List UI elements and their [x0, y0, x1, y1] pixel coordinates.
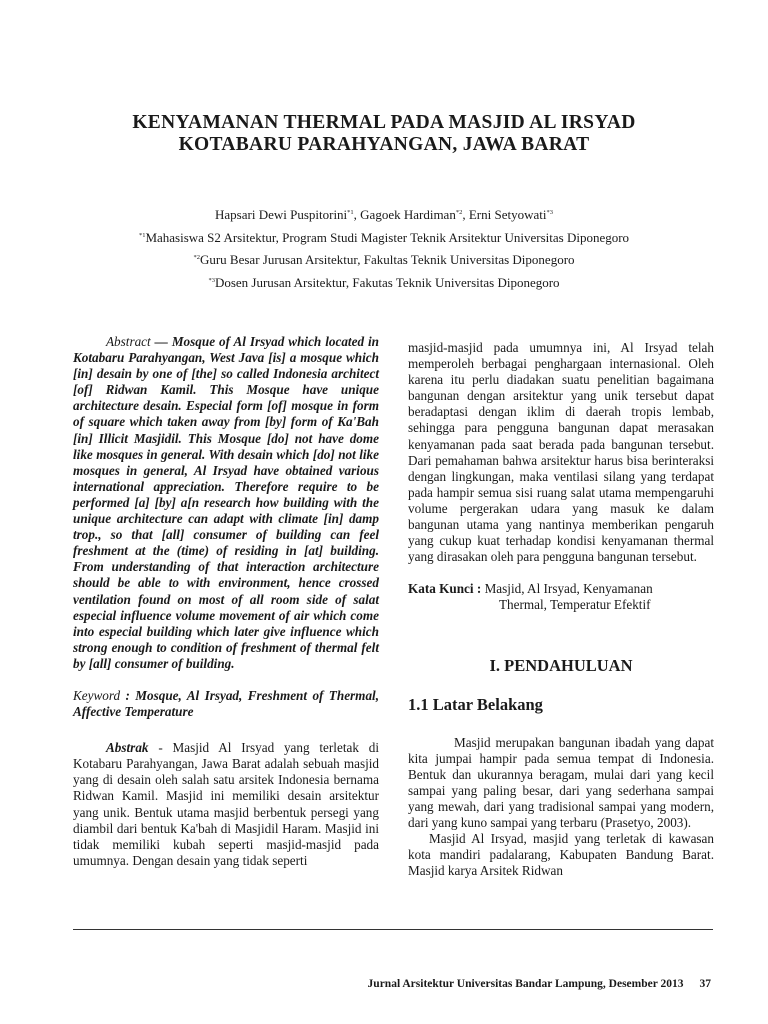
title-line-2: KOTABARU PARAHYANGAN, JAWA BARAT	[178, 134, 590, 155]
affiliation-2: $^{*2}$Guru Besar Jurusan Arsitektur, Fakultas Teknik Universitas Diponegoro	[193, 252, 575, 267]
abstract-text: — Mosque of Al Irsyad which located in Kotabaru Parahyangan, West Java [is] a mosque which [in] desain by one of [the] so called Indonesia architect [of] Ridwan Kamil. This Mosque have unique architecture desain. Especial form [of] mosque in form of square which taken away from [by] form of Ka'Bah [in] Illicit Masjidil. This Mosque [do] not have dome like mosques in general. With desain which [do] not like mosques in general, Al Irsyad have obtained various international appreciation. Therefore require to be performed [a] [by] a[n research how building with the unique architecture can adapt with climate [in] damp trop., so that [all] consumer of building can feel freshment at the (time) of residing in [at] building. From understanding of that interaction architecture should be able to with environment, hence crossed ventilation found on most of all room side of salat especial influence volume movement of air which come into especial building which later give influence which strong enough to condition of freshment of thermal felt by [all] consumer of building.	[73, 334, 379, 671]
intro-paragraph-2: Masjid Al Irsyad, masjid yang terletak di kawasan kota mandiri padalarang, Kabupaten Bandung Barat. Masjid karya Arsitek Ridwan	[408, 831, 714, 879]
author-line	[60, 204, 708, 227]
abstract-english: Abstract — Mosque of Al Irsyad which located in Kotabaru Parahyangan, West Java [is] a mosque which [in] desain by one of [the] so called Indonesia architect [of] Ridwan Kamil. This Mosque have unique architecture desain. Especial form [of] mosque in form of square which taken away from [by] form of Ka'Bah [in] Illicit Masjidil. This Mosque [do] not have dome like mosques in general. With desain which [do] not like mosques in general, Al Irsyad have obtained various international appreciation. Therefore require to be performed [a] [by] a[n research how building with the unique architecture can adapt with climate [in] damp trop., so that [all] consumer of building can feel freshment at the (time) of residing in [at] building. From understanding of that interaction architecture should be able to with environment, hence crossed ventilation found on most of all room side of salat especial influence volume movement of air which come into especial building which later give influence which strong enough to condition of freshment of thermal felt by [all] consumer of building.	[73, 334, 379, 671]
abstract-indonesian-continued: masjid-masjid pada umumnya ini, Al Irsyad telah memperoleh berbagai penghargaan internasional. Oleh karena itu perlu diadakan suatu penelitian bagaimana bangunan dengan arsitektur yang unik tersebut dapat beradaptasi dengan iklim di daerah tropis lembab, sehingga para pengguna bangunan dapat merasakan kenyamanan pada saat berada pada bangunan tersebut. Dari pemahaman bahwa arsitektur harus bisa berinteraksi dengan lingkungan, maka ventilasi silang yang terdapat pada hampir semua sisi ruang salat utama mempengaruhi volume pergerakan udara yang masuk ke dalam bangunan utama yang nantinya memberikan pengaruh yang cukup kuat terhadap kondisi kenyamanan thermal yang dirasakan oleh para pengguna bangunan tersebut.	[408, 340, 714, 565]
footer-rule	[73, 929, 713, 930]
keywords-indonesian: Kata Kunci : Masjid, Al Irsyad, Kenyamanan Thermal, Temperatur Efektif	[408, 581, 653, 613]
affiliation-3: $^{*3}$Dosen Jurusan Arsitektur, Fakutas Teknik Universitas Diponegoro	[208, 274, 560, 290]
intro-paragraph-1: Masjid merupakan bangunan ibadah yang dapat kita jumpai hampir pada semua tempat di Indonesia. Bentuk dan ukurannya beragam, mulai dari yang kecil sampai yang paling besar, dari yang sederhana sampai yang mewah, dari yang tradisional sampai yang modern, dari yang kuno sampai yang terbaru (Prasetyo, 2003).	[408, 734, 714, 830]
keywords-english: Keyword : Mosque, Al Irsyad, Freshment of Thermal, Affective Temperature	[73, 687, 379, 720]
title-line-1: KENYAMANAN THERMAL PADA MASJID AL IRSYAD	[132, 112, 636, 133]
abstract-lead: Abstrac	[106, 334, 148, 349]
author-1-mark: *1	[347, 209, 354, 216]
author-1: Hapsari Dewi Puspitorini	[215, 207, 348, 222]
page-footer	[368, 978, 711, 990]
left-column	[73, 334, 379, 869]
section-heading: I. PENDAHULUAN	[489, 655, 633, 675]
author-block	[60, 204, 708, 294]
author-2: , Gagoek Hardiman	[353, 207, 456, 222]
subsection-heading: 1.1 Latar Belakang	[408, 694, 543, 714]
author-2-mark: *2	[455, 209, 463, 216]
right-column	[408, 340, 714, 879]
journal-name: Jurnal Arsitektur Universitas Bandar Lampung, Desember 2013	[367, 978, 684, 990]
paper-title	[60, 112, 708, 156]
abstract-indonesian: Abstrak - Masjid Al Irsyad yang terletak di Kotabaru Parahyangan, Jawa Barat adalah sebuah masjid yang di desain oleh salah satu arsitek Indonesia bernama Ridwan Kamil. Masjid ini memiliki desain arsitektur yang unik. Bentuk utama masjid berbentuk persegi yang diambil dari bentuk Ka'bah di Masjidil Haram. Masjid ini tidak memiliki kubah seperti masjid-masjid pada umumnya. Dengan desain yang tidak seperti	[73, 740, 379, 868]
page-number: 37	[699, 978, 711, 990]
author-3-mark: *3	[546, 209, 553, 216]
affiliation-1: $^{*1}$Mahasiswa S2 Arsitektur, Program Studi Magister Teknik Arsitektur Universitas Diponegoro	[138, 229, 630, 245]
author-3: , Erni Setyowati	[462, 207, 547, 222]
